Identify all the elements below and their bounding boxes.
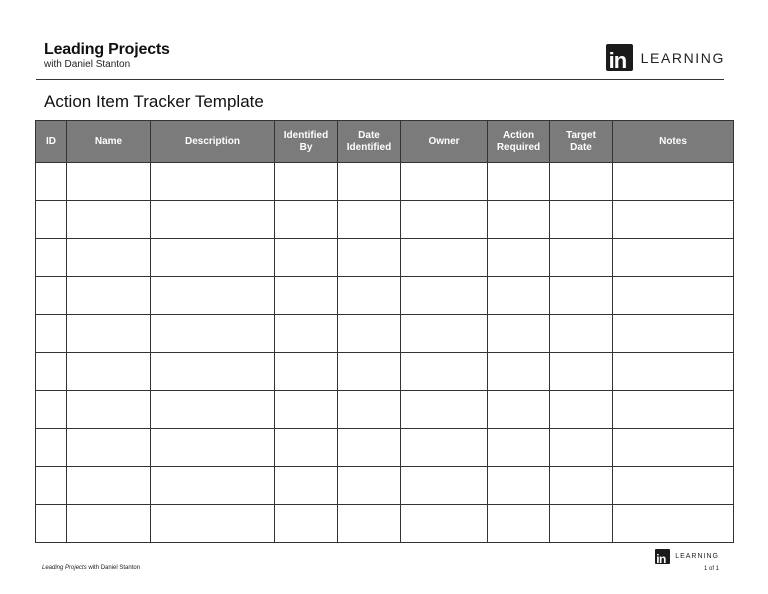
column-header-identified-by: Identified By — [275, 121, 338, 163]
table-cell-id[interactable] — [36, 391, 67, 429]
table-cell-identified-by[interactable] — [275, 467, 338, 505]
table-cell-description[interactable] — [151, 505, 275, 543]
table-row — [36, 163, 734, 201]
table-cell-action-required[interactable] — [488, 353, 550, 391]
table-header-row — [36, 121, 734, 163]
table-body — [36, 163, 734, 543]
table-cell-identified-by[interactable] — [275, 277, 338, 315]
table-cell-target-date[interactable] — [550, 505, 613, 543]
table-row — [36, 467, 734, 505]
table-cell-id[interactable] — [36, 163, 67, 201]
table-cell-notes[interactable] — [613, 505, 734, 543]
course-header — [44, 40, 170, 71]
table-cell-target-date[interactable] — [550, 429, 613, 467]
table-cell-name[interactable] — [67, 201, 151, 239]
column-header-target-date: Target Date — [550, 121, 613, 163]
column-header-owner: Owner — [401, 121, 488, 163]
table-cell-name[interactable] — [67, 429, 151, 467]
table-cell-name[interactable] — [67, 277, 151, 315]
table-cell-date-identified[interactable] — [338, 391, 401, 429]
linkedin-learning-logo — [606, 44, 725, 71]
table-cell-name[interactable] — [67, 239, 151, 277]
table-cell-name[interactable] — [67, 505, 151, 543]
table-cell-action-required[interactable] — [488, 277, 550, 315]
table-cell-notes[interactable] — [613, 163, 734, 201]
table-cell-owner[interactable] — [401, 201, 488, 239]
table-cell-target-date[interactable] — [550, 277, 613, 315]
table-row — [36, 429, 734, 467]
table-cell-identified-by[interactable] — [275, 201, 338, 239]
table-cell-target-date[interactable] — [550, 239, 613, 277]
table-row — [36, 505, 734, 543]
table-cell-notes[interactable] — [613, 391, 734, 429]
table-cell-identified-by[interactable] — [275, 429, 338, 467]
table-cell-action-required[interactable] — [488, 201, 550, 239]
table-cell-identified-by[interactable] — [275, 505, 338, 543]
table-cell-identified-by[interactable] — [275, 315, 338, 353]
table-cell-date-identified[interactable] — [338, 353, 401, 391]
table-cell-id[interactable] — [36, 467, 67, 505]
page-number: 1 of 1 — [703, 566, 719, 572]
action-item-table — [35, 120, 734, 543]
table-cell-action-required[interactable] — [488, 315, 550, 353]
footer-course-author: with Daniel Stanton — [86, 565, 141, 571]
table-cell-identified-by[interactable] — [275, 163, 338, 201]
column-header-action-required: Action Required — [488, 121, 550, 163]
table-cell-id[interactable] — [36, 315, 67, 353]
table-cell-notes[interactable] — [613, 429, 734, 467]
table-cell-name[interactable] — [67, 467, 151, 505]
table-cell-action-required[interactable] — [488, 505, 550, 543]
table-row — [36, 239, 734, 277]
table-cell-identified-by[interactable] — [275, 239, 338, 277]
brand-wordmark: LEARNING — [640, 49, 725, 66]
table-cell-owner[interactable] — [401, 505, 488, 543]
table-cell-owner[interactable] — [401, 163, 488, 201]
table-cell-name[interactable] — [67, 391, 151, 429]
table-cell-owner[interactable] — [401, 467, 488, 505]
table-cell-id[interactable] — [36, 429, 67, 467]
footer-course-title: Leading Projects — [42, 565, 87, 571]
table-cell-target-date[interactable] — [550, 353, 613, 391]
course-author: with Daniel Stanton — [44, 59, 131, 70]
table-cell-date-identified[interactable] — [338, 277, 401, 315]
table-cell-id[interactable] — [36, 201, 67, 239]
table-cell-notes[interactable] — [613, 353, 734, 391]
table-cell-description[interactable] — [151, 163, 275, 201]
table-cell-date-identified[interactable] — [338, 429, 401, 467]
table-cell-description[interactable] — [151, 391, 275, 429]
table-cell-target-date[interactable] — [550, 467, 613, 505]
table-cell-owner[interactable] — [401, 353, 488, 391]
table-cell-identified-by[interactable] — [275, 353, 338, 391]
table-cell-notes[interactable] — [613, 277, 734, 315]
table-cell-description[interactable] — [151, 239, 275, 277]
column-header-name: Name — [67, 121, 151, 163]
table-cell-target-date[interactable] — [550, 201, 613, 239]
table-cell-owner[interactable] — [401, 315, 488, 353]
table-cell-action-required[interactable] — [488, 429, 550, 467]
table-cell-description[interactable] — [151, 353, 275, 391]
table-cell-id[interactable] — [36, 505, 67, 543]
table-row — [36, 353, 734, 391]
table-cell-notes[interactable] — [613, 201, 734, 239]
table-cell-action-required[interactable] — [488, 163, 550, 201]
table-cell-description[interactable] — [151, 201, 275, 239]
table-cell-description[interactable] — [151, 429, 275, 467]
table-cell-target-date[interactable] — [550, 391, 613, 429]
document-title: Action Item Tracker Template — [44, 92, 264, 111]
table-row — [36, 315, 734, 353]
column-header-description: Description — [151, 121, 275, 163]
table-cell-description[interactable] — [151, 277, 275, 315]
table-cell-notes[interactable] — [613, 315, 734, 353]
table-cell-date-identified[interactable] — [338, 163, 401, 201]
table-cell-target-date[interactable] — [550, 315, 613, 353]
column-header-notes: Notes — [613, 121, 734, 163]
table-cell-id[interactable] — [36, 277, 67, 315]
table-cell-name[interactable] — [67, 353, 151, 391]
table-cell-owner[interactable] — [401, 391, 488, 429]
footer-linkedin-in-icon — [655, 549, 670, 564]
table-cell-date-identified[interactable] — [338, 315, 401, 353]
table-cell-notes[interactable] — [613, 467, 734, 505]
table-cell-owner[interactable] — [401, 239, 488, 277]
linkedin-in-icon — [606, 44, 633, 71]
footer-linkedin-learning-logo — [655, 549, 719, 564]
table-cell-date-identified[interactable] — [338, 505, 401, 543]
table-cell-date-identified[interactable] — [338, 239, 401, 277]
footer-course-credit — [42, 565, 140, 571]
table-cell-target-date[interactable] — [550, 163, 613, 201]
table-cell-action-required[interactable] — [488, 239, 550, 277]
table-cell-owner[interactable] — [401, 277, 488, 315]
table-cell-id[interactable] — [36, 353, 67, 391]
table-cell-identified-by[interactable] — [275, 391, 338, 429]
table-cell-name[interactable] — [67, 163, 151, 201]
table-cell-action-required[interactable] — [488, 391, 550, 429]
table-cell-id[interactable] — [36, 239, 67, 277]
course-title: Leading Projects — [44, 41, 170, 58]
header-divider — [36, 79, 724, 80]
table-cell-owner[interactable] — [401, 429, 488, 467]
column-header-id: ID — [36, 121, 67, 163]
footer-brand-wordmark: LEARNING — [675, 553, 719, 560]
table-row — [36, 277, 734, 315]
table-cell-action-required[interactable] — [488, 467, 550, 505]
table-cell-description[interactable] — [151, 467, 275, 505]
table-cell-date-identified[interactable] — [338, 467, 401, 505]
table-cell-date-identified[interactable] — [338, 201, 401, 239]
linkedin-in-glyph: in — [608, 48, 627, 73]
footer-linkedin-in-glyph: in — [656, 552, 666, 566]
table-cell-description[interactable] — [151, 315, 275, 353]
table-row — [36, 201, 734, 239]
column-header-date-identified: Date Identified — [338, 121, 401, 163]
table-cell-name[interactable] — [67, 315, 151, 353]
table-cell-notes[interactable] — [613, 239, 734, 277]
table-row — [36, 391, 734, 429]
